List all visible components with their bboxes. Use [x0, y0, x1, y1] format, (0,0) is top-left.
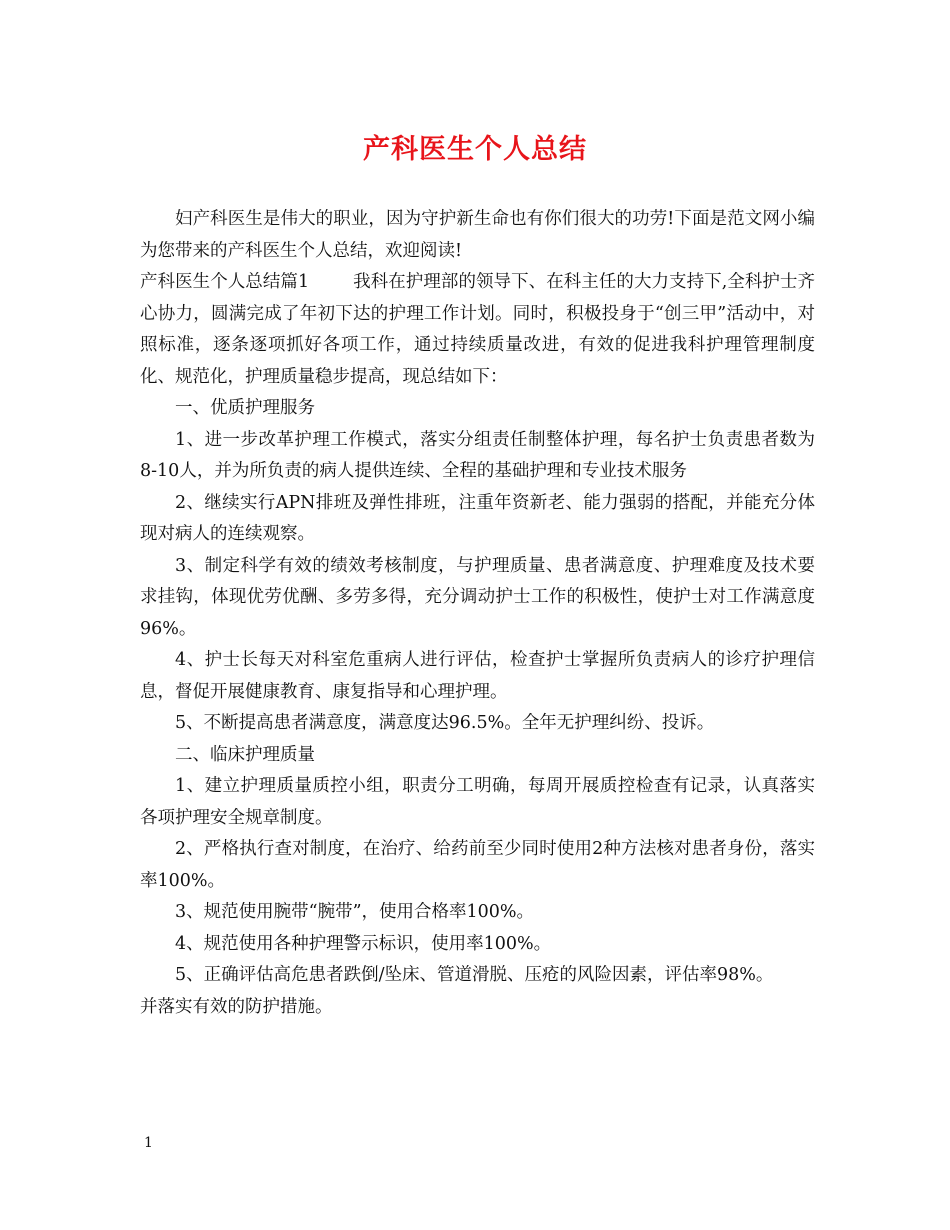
- document-body: [140, 204, 815, 1023]
- section2-item-1: 1、建立护理质量质控小组，职责分工明确，每周开展质控检查有记录，认真落实各项护理安全规章制度。: [140, 776, 815, 828]
- section1-item-4: 4、护士长每天对科室危重病人进行评估，检查护士掌握所负责病人的诊疗护理信息，督促开展健康教育、康复指导和心理护理。: [140, 650, 815, 702]
- section2-item-5: 5、正确评估高危患者跌倒/坠床、管道滑脱、压疮的风险因素，评估率98%。: [175, 965, 774, 985]
- section1-item-5: 5、不断提高患者满意度，满意度达96.5%。全年无护理纠纷、投诉。: [175, 713, 715, 733]
- section2-item-5-continuation: 并落实有效的防护措施。: [140, 996, 333, 1017]
- section1-heading: 一、优质护理服务: [175, 398, 315, 418]
- intro-paragraph: 妇产科医生是伟大的职业，因为守护新生命也有你们很大的功劳!下面是范文网小编为您带来的产科医生个人总结，欢迎阅读!: [140, 209, 815, 261]
- section1-item-1: 1、进一步改革护理工作模式，落实分组责任制整体护理，每名护士负责患者数为8-10人，并为所负责的病人提供连续、全程的基础护理和专业技术服务: [140, 429, 815, 481]
- page-number: 1: [144, 1135, 153, 1151]
- document-title: 产科医生个人总结: [363, 134, 587, 165]
- section1-item-2: 2、继续实行APN排班及弹性排班，注重年资新老、能力强弱的搭配，并能充分体现对病人的连续观察。: [140, 492, 815, 544]
- section2-item-2: 2、严格执行查对制度，在治疗、给药前至少同时使用2种方法核对患者身份，落实率100%。: [140, 839, 815, 891]
- part1-paragraph: [140, 267, 815, 393]
- section2-item-4: 4、规范使用各种护理警示标识，使用率100%。: [175, 933, 552, 954]
- section1-item-3: 3、制定科学有效的绩效考核制度，与护理质量、患者满意度、护理难度及技术要求挂钩，体现优劳优酬、多劳多得，充分调动护士工作的积极性，使护士对工作满意度96%。: [140, 555, 815, 639]
- section2-heading: 二、临床护理质量: [175, 744, 315, 765]
- part1-heading: 产科医生个人总结篇1: [140, 272, 310, 292]
- section2-item-3: 3、规范使用腕带“腕带”，使用合格率100%。: [175, 902, 535, 922]
- part1-body: 我科在护理部的领导下、在科主任的大力支持下,全科护士齐心协力，圆满完成了年初下达的护理工作计划。同时，积极投身于“创三甲”活动中，对照标准，逐条逐项抓好各项工作，通过持续质量改进，有效的促进我科护理管理制度化、规范化，护理质量稳步提高，现总结如下：: [140, 272, 816, 387]
